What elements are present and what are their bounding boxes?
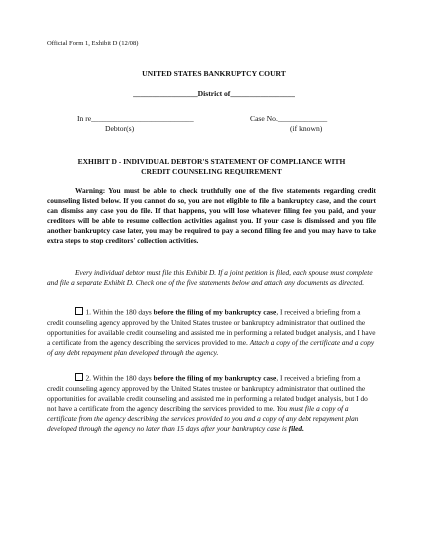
in-re-label: In re xyxy=(77,114,92,123)
exhibit-title xyxy=(47,157,376,177)
case-no-label: Case No. xyxy=(250,114,278,123)
debtor-label: Debtor(s) xyxy=(105,124,135,133)
caption-case-number xyxy=(250,114,327,134)
statement-number: 1. xyxy=(85,307,92,317)
statement-italic: Attach a copy of the certificate and a copy of any debt repayment plan developed through the agency. xyxy=(47,337,375,357)
district-blank-before[interactable]: _________________ xyxy=(133,89,198,98)
form-identifier: Official Form 1, Exhibit D (12/08) xyxy=(47,40,139,47)
statement-2 xyxy=(47,373,376,434)
statement-body: , I received a briefing from a credit counseling agency approved by the United States trustee or bankruptcy administrator that outlined the opportunities for available credit counseling and assisted me in performing a related budget analysis, and I have a certificate from the agency describing the services provided to me. xyxy=(47,307,376,347)
district-blank-after[interactable]: _________________ xyxy=(230,89,295,98)
statement-italic: You must file a copy of a certificate from the agency describing the services provided to you and a copy of any debt repayment plan developed through the agency no later than 15 days after your bankruptcy case is xyxy=(47,403,359,433)
warning-text: Warning: You must be able to check truthfully one of the five statements regarding credit counseling listed below. If you cannot do so, you are not eligible to file a bankruptcy case, and the court can dismiss any case you do file. If that happens, you will lose whatever filing fee you paid, and your creditors will be able to resume collection activities against you. If your case is dismissed and you file another bankruptcy case later, you may be required to pay a second filing fee and you may have to take extra steps to stop creditors' collection activities. xyxy=(47,186,376,246)
district-label: District of xyxy=(197,89,231,98)
case-number-field[interactable]: _____________ xyxy=(277,114,328,123)
caption-debtor xyxy=(77,114,194,134)
statement-bold: before the filing of my bankruptcy case xyxy=(153,307,277,317)
checkbox-icon[interactable] xyxy=(75,373,83,381)
instruction-paragraph xyxy=(47,268,376,288)
court-name: UNITED STATES BANKRUPTCY COURT xyxy=(142,69,286,78)
instruction-text: Every individual debtor must file this Exhibit D. If a joint petition is filed, each spouse must complete and file a separate Exhibit D. Check one of the five statements below and attach any documents as directed. xyxy=(47,268,373,288)
district-line xyxy=(0,89,428,98)
checkbox-icon[interactable] xyxy=(75,307,83,315)
statement-1 xyxy=(47,307,376,358)
exhibit-title-line2: CREDIT COUNSELING REQUIREMENT xyxy=(141,167,282,176)
statement-bold: before the filing of my bankruptcy case xyxy=(153,373,277,383)
debtor-name-field[interactable]: ___________________________ xyxy=(91,114,194,123)
statement-lead: Within the 180 days xyxy=(92,373,152,383)
statement-bold-italic: filed. xyxy=(288,423,304,433)
if-known-label: (if known) xyxy=(290,124,323,133)
statement-body: , I received a briefing from a credit counseling agency approved by the United States trustee or bankruptcy administrator that outlined the opportunities for available credit counseling and assisted me in performing a related budget analysis, but I do not have a certificate from the agency describing the services provided to me. xyxy=(47,373,368,413)
exhibit-title-line1: EXHIBIT D - INDIVIDUAL DEBTOR'S STATEMENT OF COMPLIANCE WITH xyxy=(77,157,346,166)
statement-lead: Within the 180 days xyxy=(92,307,152,317)
statement-number: 2. xyxy=(85,373,92,383)
warning-paragraph xyxy=(47,186,376,247)
